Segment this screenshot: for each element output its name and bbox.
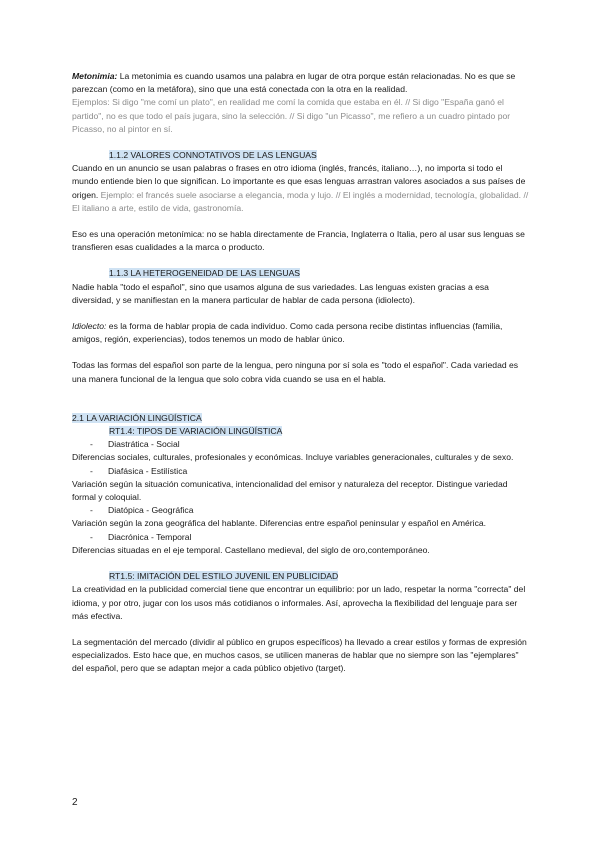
list-item-desc: Diferencias situadas en el eje temporal. Castellano medieval, del siglo de oro,contemporáneo. xyxy=(72,544,430,555)
list-item-desc: Variación según la zona geográfica del hablante. Diferencias entre español peninsular y español en América. xyxy=(72,518,487,529)
section-rt15-paragraph: La creatividad en la publicidad comercial tiene que encontrar un equilibrio: por un lado, respetar la norma "correcta" del idioma, y por otro, jugar con los usos más cotidianos o informales. Así, aprovecha la flexibilidad del lenguaje para ser más efectiva. xyxy=(72,584,526,621)
metonimia-text: La metonimia es cuando usamos una palabra en lugar de otra porque están relacionadas. No es que se parezcan (como en la metáfora), sino que una está conectada con la otra en la realidad. xyxy=(72,71,516,95)
list-item-title: Diatópica - Geográfica xyxy=(108,505,194,516)
heading-21-text: 2.1 LA VARIACIÓN LINGÜÍSTICA xyxy=(72,412,202,423)
list-item-title: Diastrática - Social xyxy=(108,439,180,450)
idiolecto-text: es la forma de hablar propia de cada individuo. Como cada persona recibe distintas influencias (familia, amigos, región, experiencias), todos tenemos un modo de hablar único. xyxy=(72,321,503,345)
metonimia-examples: Ejemplos: Si digo "me comí un plato", en realidad me comí la comida que estaba en él. // Si digo "España ganó el partido", no es que todo el país jugara, sino la selección. // Si digo "un Picasso", me refiero a un cuadro pintado por Picasso, no al pintor en sí. xyxy=(72,97,511,134)
section-rt15-paragraph-2: La segmentación del mercado (dividir al público en grupos específicos) ha llevado a crear estilos y formas de expresión especializados. Esto hace que, en muchos casos, se utilicen maneras de hablar que no siempre son las "ejemplares" del español, pero que se adaptan mejor a cada público objetivo (target). xyxy=(72,636,527,674)
metonimia-term: Metonimia: xyxy=(72,71,118,81)
section-112-text: Cuando en un anuncio se usan palabras o frases en otro idioma (inglés, francés, italiano…), no importa si todo el mundo entiende bien lo que significan. Lo importante es que esas lenguas arrastran valores asociados a sus países de origen. xyxy=(72,163,526,200)
list-item-desc: Diferencias sociales, culturales, profesionales y económicas. Incluye variables generacionales, culturales y de sexo. xyxy=(72,452,514,463)
metonimia-paragraph xyxy=(72,70,530,96)
heading-112-text: 1.1.2 VALORES CONNOTATIVOS DE LAS LENGUAS xyxy=(109,150,317,161)
idiolecto-paragraph xyxy=(72,320,530,346)
list-item-title: Diacrónica - Temporal xyxy=(108,531,192,542)
heading-rt14 xyxy=(72,425,530,438)
section-113-paragraph-3: Todas las formas del español son parte de la lengua, pero ninguna por sí sola es "todo el español". Cada variedad es una manera funcional de la lengua que solo cobra vida cuando se usa en el habla. xyxy=(72,360,519,384)
list-dash: - xyxy=(90,505,93,516)
section-112-example: Ejemplo: el francés suele asociarse a elegancia, moda y lujo. // El inglés a modernidad, tecnología, globalidad. // El italiano a arte, estilo de vida, gastronomía. xyxy=(72,189,529,213)
heading-rt14-text: RT1.4: TIPOS DE VARIACIÓN LINGÜÍSTICA xyxy=(109,426,283,437)
idiolecto-term: Idiolecto: xyxy=(72,321,107,332)
section-113-paragraph: Nadie habla "todo el español", sino que usamos alguna de sus variedades. Las lenguas existen gracias a esa diversidad, y se manifiestan en la manera particular de hablar de cada persona (idiolecto). xyxy=(72,281,489,305)
page-number: 2 xyxy=(72,797,78,808)
heading-rt15-text: RT1.5: IMITACIÓN DEL ESTILO JUVENIL EN PUBLICIDAD xyxy=(109,571,339,582)
heading-113-text: 1.1.3 LA HETEROGENEIDAD DE LAS LENGUAS xyxy=(109,268,301,279)
list-item xyxy=(72,465,530,478)
page-content xyxy=(72,70,530,676)
heading-rt15 xyxy=(72,570,530,583)
heading-113 xyxy=(72,267,530,280)
heading-21 xyxy=(72,412,530,425)
list-dash: - xyxy=(90,439,93,450)
list-item-desc: Variación según la situación comunicativa, intencionalidad del emisor y naturaleza del receptor. Distingue variedad formal y coloquial. xyxy=(72,478,508,503)
list-item xyxy=(72,531,530,544)
heading-112 xyxy=(72,149,530,162)
list-item-title: Diafásica - Estilística xyxy=(108,465,188,476)
list-item xyxy=(72,504,530,517)
section-112-paragraph-2: Eso es una operación metonímica: no se habla directamente de Francia, Inglaterra o Italia, pero al usar sus lenguas se transfieren esas cualidades a la marca o producto. xyxy=(72,229,525,253)
list-dash: - xyxy=(90,531,93,542)
list-item xyxy=(72,438,530,451)
section-112-paragraph xyxy=(72,162,530,215)
list-dash: - xyxy=(90,465,93,476)
